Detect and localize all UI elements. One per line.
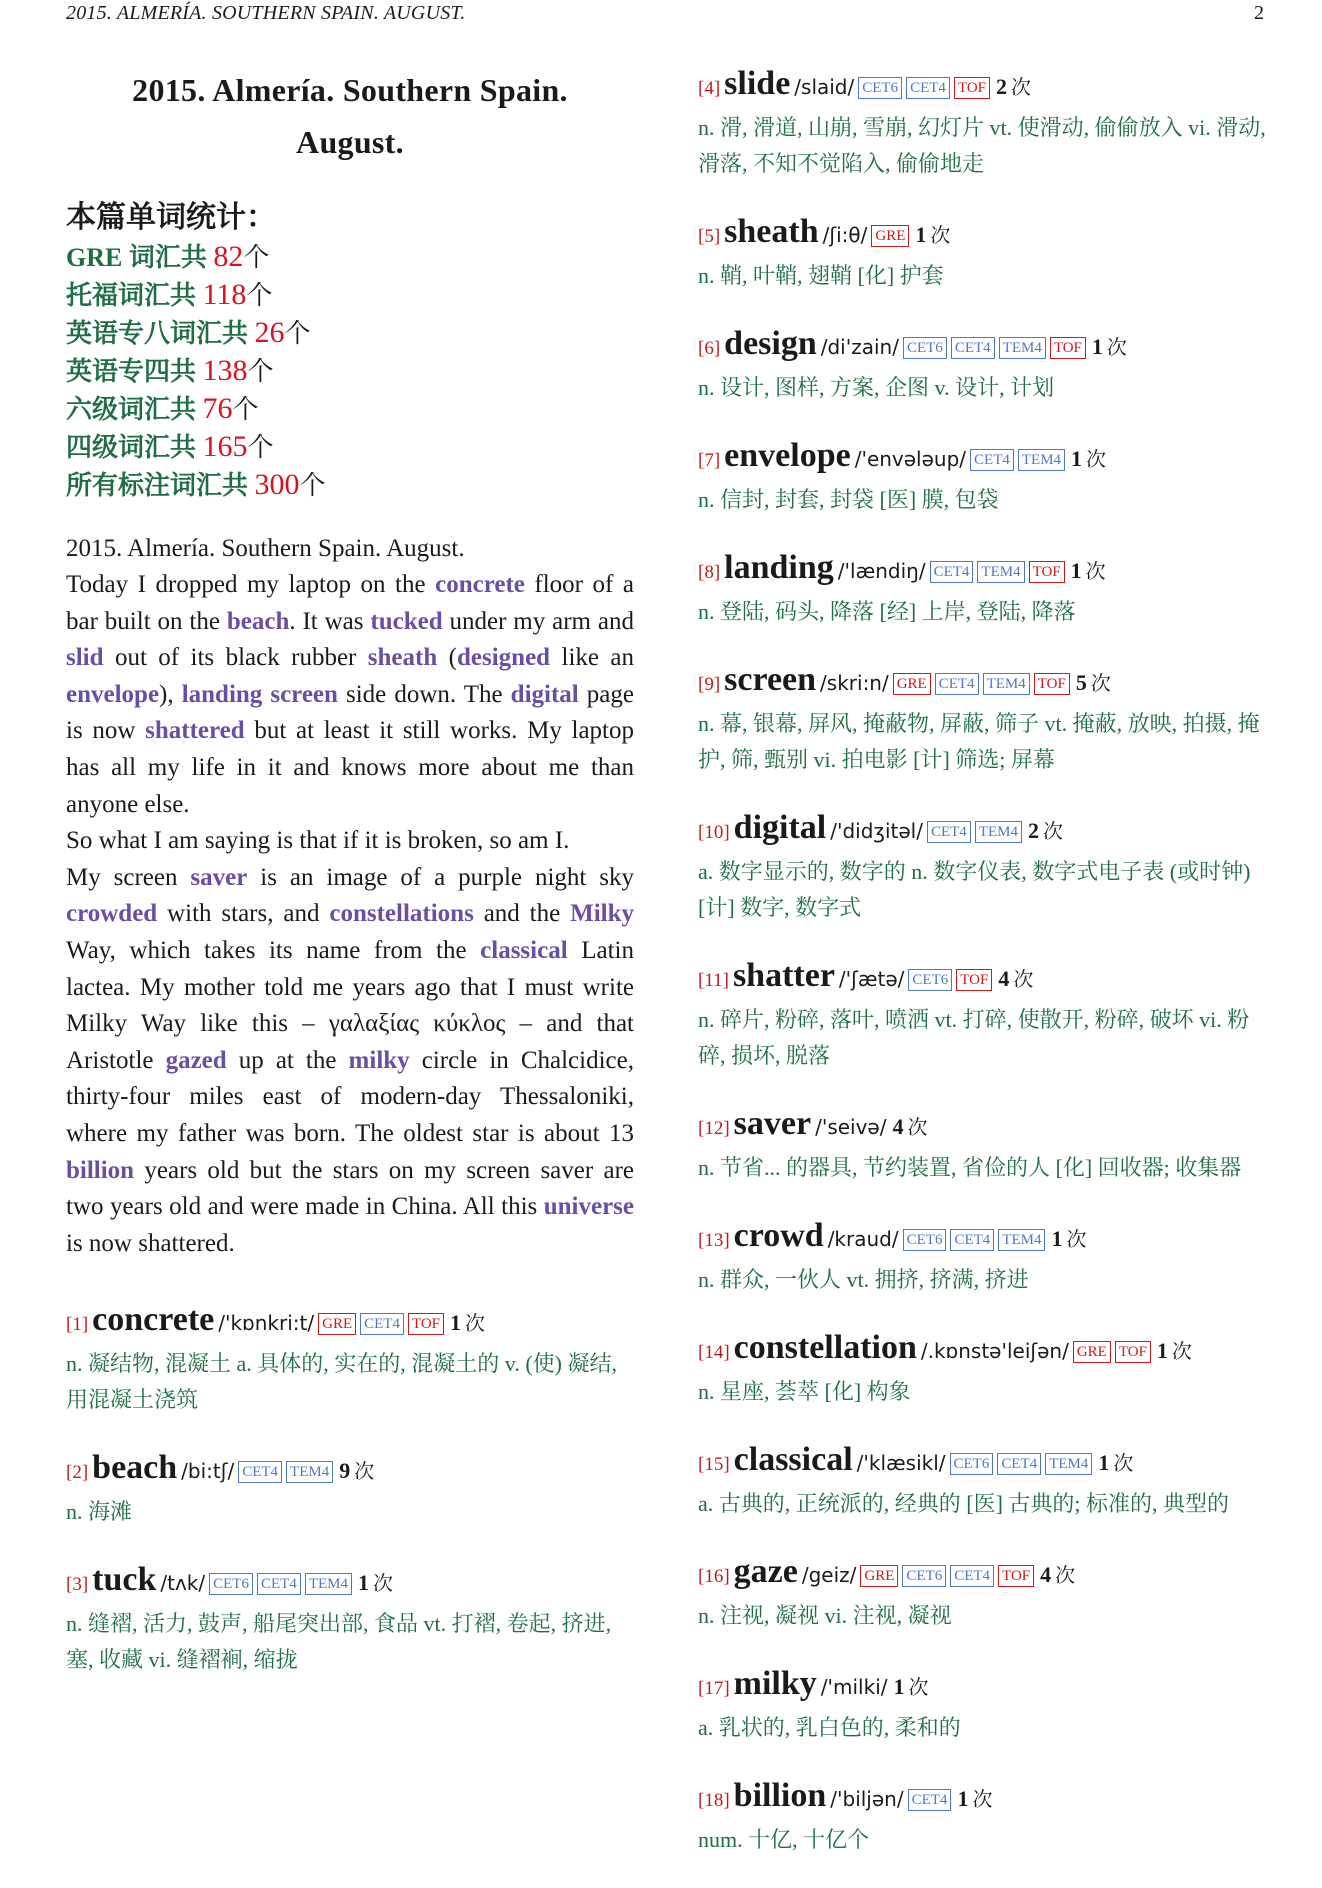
stat-count: 165	[202, 430, 248, 463]
exam-tag: TOF	[1029, 561, 1065, 583]
entry-count: 1	[957, 1786, 969, 1811]
exam-tag: CET6	[858, 77, 902, 99]
entry-phonetic: /di'zain/	[820, 335, 899, 359]
entry-index: [14]	[698, 1342, 730, 1363]
entry-word: slide	[724, 65, 791, 102]
entry-count-unit: 次	[1042, 821, 1063, 843]
stat-label: 四级词汇共	[66, 433, 203, 462]
left-column	[66, 64, 634, 1708]
stat-count: 82	[213, 240, 244, 273]
exam-tag: CET4	[238, 1461, 282, 1483]
exam-tag: TOF	[408, 1313, 444, 1335]
entry-phonetic: /ʃi:θ/	[822, 223, 868, 247]
vocab-entry	[66, 1560, 634, 1678]
vocab-entry-head	[698, 548, 1274, 594]
entry-index: [7]	[698, 450, 721, 471]
text-run: years old but the stars on my screen saver are two years old and were made in China. All this	[66, 1156, 634, 1221]
entry-count-unit: 次	[465, 1313, 486, 1336]
exam-tag: CET4	[935, 673, 979, 695]
text-run: and the	[473, 900, 571, 928]
entry-definition: num. 十亿, 十亿个	[698, 1827, 870, 1852]
entry-phonetic: /geiz/	[801, 1563, 857, 1587]
entry-definition: a. 数字显示的, 数字的 n. 数字仪表, 数字式电子表 (或时钟) [计] 数字, 数字式	[698, 859, 1251, 920]
entry-word: gaze	[733, 1553, 798, 1590]
stat-unit: 个	[247, 357, 274, 386]
entry-count: 1	[1098, 1450, 1110, 1475]
vocab-entry	[698, 660, 1274, 778]
entry-word: concrete	[92, 1301, 215, 1339]
stat-row	[66, 466, 634, 504]
vocab-entry-head	[698, 64, 1274, 110]
exam-tag: TOF	[998, 1565, 1034, 1587]
text-run: is now shattered.	[66, 1229, 235, 1257]
entry-index: [2]	[66, 1462, 89, 1484]
entry-count: 4	[998, 966, 1010, 991]
entry-phonetic: /slaid/	[794, 75, 855, 99]
vocab-entry-head	[66, 1300, 634, 1346]
entry-word: classical	[733, 1441, 853, 1478]
exam-tag: CET6	[908, 969, 952, 991]
article-title-line-1: 2015. Almería. Southern Spain.	[132, 72, 568, 108]
stat-unit: 个	[232, 395, 259, 424]
vocab-entry-head	[66, 1560, 634, 1606]
entry-count-unit: 次	[972, 1789, 993, 1811]
exam-tag: CET4	[930, 561, 974, 583]
highlighted-word: beach	[226, 607, 290, 635]
entry-definition: a. 古典的, 正统派的, 经典的 [医] 古典的; 标准的, 典型的	[698, 1491, 1230, 1516]
entry-index: [5]	[698, 226, 721, 247]
vocab-entry-head	[698, 1552, 1274, 1598]
entry-definition: n. 群众, 一伙人 vt. 拥挤, 挤满, 挤进	[698, 1267, 1029, 1292]
entry-index: [16]	[698, 1566, 730, 1587]
exam-tag: CET4	[927, 821, 971, 843]
highlighted-word: universe	[543, 1193, 634, 1221]
exam-tag: GRE	[871, 225, 909, 247]
entry-word: tuck	[92, 1561, 157, 1599]
highlighted-word: gazed	[165, 1046, 227, 1074]
entry-count-unit: 次	[1106, 337, 1127, 359]
highlighted-word: designed	[457, 644, 551, 672]
vocab-entry	[66, 1300, 634, 1418]
text-run: like an	[550, 644, 635, 672]
text-run: My screen	[66, 863, 191, 891]
exam-tag: TOF	[1050, 337, 1086, 359]
entry-count: 4	[892, 1114, 904, 1139]
highlighted-word: saver	[190, 863, 248, 891]
entry-definition: n. 信封, 封套, 封袋 [医] 膜, 包袋	[698, 487, 999, 512]
entry-index: [4]	[698, 78, 721, 99]
entry-phonetic: /kraud/	[827, 1227, 899, 1251]
entry-index: [18]	[698, 1790, 730, 1811]
text-run: side down. The	[337, 680, 511, 708]
entry-word: constellation	[733, 1329, 917, 1366]
text-run: with stars, and	[157, 900, 330, 928]
exam-tag: CET6	[209, 1573, 253, 1595]
text-run: out of its black rubber	[103, 644, 368, 672]
word-stats	[66, 198, 634, 504]
article-title	[66, 64, 634, 168]
vocab-entry-head	[698, 1776, 1274, 1822]
entry-count-unit: 次	[907, 1117, 928, 1139]
entry-index: [1]	[66, 1314, 89, 1336]
vocab-entry	[698, 324, 1274, 406]
exam-tag: CET6	[903, 1229, 947, 1251]
entry-phonetic: /'klæsikl/	[856, 1451, 946, 1475]
exam-tag: TEM4	[286, 1461, 333, 1483]
exam-tag: TEM4	[977, 561, 1024, 583]
exam-tag: TEM4	[999, 337, 1046, 359]
vocab-entry	[698, 212, 1274, 294]
highlighted-word: landing	[181, 680, 263, 708]
exam-tag: CET4	[970, 449, 1014, 471]
exam-tag: TEM4	[998, 1229, 1045, 1251]
entry-index: [15]	[698, 1454, 730, 1475]
exam-tag: CET6	[903, 337, 947, 359]
entry-index: [3]	[66, 1574, 89, 1596]
exam-tag: TEM4	[975, 821, 1022, 843]
entry-word: landing	[724, 549, 834, 586]
entry-definition: n. 鞘, 叶鞘, 翅鞘 [化] 护套	[698, 263, 944, 288]
exam-tag: GRE	[860, 1565, 898, 1587]
entry-count-unit: 次	[373, 1573, 393, 1596]
entry-definition: a. 乳状的, 乳白色的, 柔和的	[698, 1715, 961, 1740]
entry-phonetic: /'didʒitəl/	[830, 819, 923, 843]
vocab-entry-head	[698, 808, 1274, 854]
stat-label: 英语专八词汇共	[66, 319, 255, 348]
entry-count: 5	[1075, 670, 1087, 695]
stats-rows	[66, 238, 634, 504]
entry-definition: n. 节省... 的器具, 节约装置, 省俭的人 [化] 回收器; 收集器	[698, 1155, 1242, 1180]
vocab-entry	[698, 1440, 1274, 1522]
stat-count: 138	[202, 354, 248, 387]
exam-tag: TOF	[1034, 673, 1070, 695]
vocab-entry	[698, 1776, 1274, 1858]
highlighted-word: billion	[66, 1156, 135, 1184]
vocab-entry	[698, 436, 1274, 518]
exam-tag: GRE	[893, 673, 931, 695]
entry-count: 4	[1040, 1562, 1052, 1587]
exam-tag: CET4	[997, 1453, 1041, 1475]
entry-word: envelope	[724, 437, 851, 474]
entry-index: [10]	[698, 822, 730, 843]
text-run: Latin lactea. My mother told me years ago that I must write Milky Way like this – γαλαξίας κύκλος – and that Aristotle	[66, 936, 634, 1074]
vocab-entry	[66, 1448, 634, 1530]
vocab-entry-head	[698, 1440, 1274, 1486]
highlighted-word: digital	[510, 680, 579, 708]
text-run: up at the	[226, 1046, 349, 1074]
highlighted-word: milky	[348, 1046, 410, 1074]
stat-label: 托福词汇共	[66, 281, 203, 310]
entry-index: [9]	[698, 674, 721, 695]
entry-index: [12]	[698, 1118, 730, 1139]
vocab-entry	[698, 548, 1274, 630]
entry-count-unit: 次	[1113, 1453, 1134, 1475]
entry-definition: n. 设计, 图样, 方案, 企图 v. 设计, 计划	[698, 375, 1055, 400]
exam-tag: GRE	[318, 1313, 356, 1335]
entry-word: digital	[733, 809, 827, 846]
entry-index: [17]	[698, 1678, 730, 1699]
stat-label: 英语专四共	[66, 357, 203, 386]
entry-definition: n. 登陆, 码头, 降落 [经] 上岸, 登陆, 降落	[698, 599, 1076, 624]
text-run: (	[437, 644, 457, 672]
highlighted-word: screen	[270, 680, 338, 708]
entry-word: design	[724, 325, 817, 362]
vocab-entry	[698, 64, 1274, 182]
entry-word: saver	[733, 1105, 812, 1142]
stat-label: 所有标注词汇共	[66, 471, 255, 500]
entry-word: shatter	[732, 957, 835, 994]
stat-row	[66, 390, 634, 428]
entry-count: 1	[915, 222, 927, 247]
stat-unit: 个	[247, 433, 274, 462]
entry-count-unit: 次	[1011, 77, 1032, 99]
text-run: is an image of a purple night sky	[247, 863, 634, 891]
stat-unit: 个	[299, 471, 326, 500]
exam-tag: CET4	[950, 1229, 994, 1251]
highlighted-word: constellations	[329, 900, 474, 928]
entry-count-unit: 次	[1013, 969, 1034, 991]
entry-count-unit: 次	[1090, 673, 1111, 695]
vocab-entry-head	[698, 436, 1274, 482]
stat-row	[66, 352, 634, 390]
text-run: ),	[159, 680, 182, 708]
stat-row	[66, 428, 634, 466]
exam-tag: CET4	[951, 337, 995, 359]
stat-unit: 个	[284, 319, 311, 348]
exam-tag: CET6	[950, 1453, 994, 1475]
entry-count-unit: 次	[908, 1677, 929, 1699]
entry-count-unit: 次	[1086, 449, 1107, 471]
exam-tag: CET4	[906, 77, 950, 99]
stat-label: 六级词汇共	[66, 395, 203, 424]
vocab-entry-head	[698, 1104, 1274, 1150]
entry-definition: n. 滑, 滑道, 山崩, 雪崩, 幻灯片 vt. 使滑动, 偷偷放入 vi. 滑动, 滑落, 不知不觉陷入, 偷偷地走	[698, 115, 1266, 176]
vocab-entry	[698, 1328, 1274, 1410]
entry-word: crowd	[733, 1217, 824, 1254]
stat-row	[66, 276, 634, 314]
exam-tag: GRE	[1073, 1341, 1111, 1363]
entry-count: 2	[1027, 818, 1039, 843]
exam-tag: TOF	[956, 969, 992, 991]
paragraph-3	[66, 860, 634, 1263]
exam-tag: CET4	[257, 1573, 301, 1595]
entry-definition: n. 凝结物, 混凝土 a. 具体的, 实在的, 混凝土的 v. (使) 凝结, 用混凝土浇筑	[66, 1351, 617, 1413]
entry-definition: n. 幕, 银幕, 屏风, 掩蔽物, 屏蔽, 筛子 vt. 掩蔽, 放映, 拍摄, 掩护, 筛, 甄别 vi. 拍电影 [计] 筛选; 屏幕	[698, 711, 1260, 772]
page-number: 2	[1254, 2, 1264, 24]
text-run: . It was	[289, 607, 371, 635]
exam-tag: TEM4	[983, 673, 1030, 695]
exam-tag: TOF	[954, 77, 990, 99]
exam-tag: TEM4	[1045, 1453, 1092, 1475]
text-run: under my arm and	[442, 607, 634, 635]
entry-phonetic: /'envələup/	[854, 447, 967, 471]
entry-phonetic: /'ʃætə/	[838, 967, 905, 991]
entry-count-unit: 次	[1066, 1229, 1087, 1251]
highlighted-word: crowded	[66, 900, 158, 928]
entry-count: 1	[1051, 1226, 1063, 1251]
exam-tag: TOF	[1115, 1341, 1151, 1363]
vocab-entry-head	[698, 212, 1274, 258]
paragraph-2	[66, 823, 634, 860]
entry-count: 1	[1071, 446, 1083, 471]
entry-phonetic: /'lændiŋ/	[837, 559, 926, 583]
stat-count: 300	[254, 468, 300, 501]
vocab-entry-head	[698, 956, 1274, 1002]
article-title-line-2: August.	[296, 124, 404, 160]
entry-index: [6]	[698, 338, 721, 359]
stat-count: 76	[202, 392, 233, 425]
highlighted-word: tucked	[370, 607, 443, 635]
paragraph-1	[66, 567, 634, 823]
text-run: floor of a bar built on the	[66, 571, 635, 635]
vocab-entry	[698, 1664, 1274, 1746]
vocab-entry	[698, 956, 1274, 1074]
stat-count: 118	[202, 278, 247, 311]
entry-phonetic: /tʌk/	[160, 1571, 206, 1596]
entry-definition: n. 碎片, 粉碎, 落叶, 喷洒 vt. 打碎, 使散开, 粉碎, 破坏 vi. 粉碎, 损坏, 脱落	[698, 1007, 1250, 1068]
running-title: 2015. ALMERÍA. SOUTHERN SPAIN. AUGUST.	[66, 2, 466, 24]
entry-count-unit: 次	[1055, 1565, 1076, 1587]
entry-phonetic: /'kɒnkri:t/	[218, 1311, 315, 1336]
highlighted-word: slid	[66, 644, 104, 672]
text-run: page is now	[66, 680, 635, 745]
entry-count: 1	[1091, 334, 1103, 359]
entry-count-unit: 次	[354, 1461, 375, 1484]
entry-index: [13]	[698, 1230, 730, 1251]
entry-index: [8]	[698, 562, 721, 583]
text-run: but at least it still works. My laptop has all my life in it and knows more about me than anyone else.	[66, 717, 634, 818]
entry-count: 2	[996, 74, 1008, 99]
entry-count-unit: 次	[1085, 561, 1106, 583]
entry-phonetic: /'biljən/	[830, 1787, 904, 1811]
entry-phonetic: /'milki/	[820, 1675, 888, 1699]
entry-phonetic: /.kɒnstə'leiʃən/	[920, 1339, 1069, 1363]
highlighted-word: Milky	[570, 900, 635, 928]
vocab-entry	[698, 1104, 1274, 1186]
entry-count: 1	[1156, 1338, 1168, 1363]
entry-word: screen	[724, 661, 817, 698]
exam-tag: CET4	[908, 1789, 952, 1811]
text-title-line: 2015. Almería. Southern Spain. August.	[66, 535, 465, 562]
text-run: circle in Chalcidice, thirty-four miles east of modern-day Thessaloniki, where my father was born. The oldest star is about 13	[66, 1046, 634, 1147]
vocab-entry-head	[698, 660, 1274, 706]
exam-tag: TEM4	[1018, 449, 1065, 471]
vocab-entry-head	[698, 1216, 1274, 1262]
entry-definition: n. 缝褶, 活力, 鼓声, 船尾突出部, 食品 vt. 打褶, 卷起, 挤进, 塞, 收藏 vi. 缝褶裥, 缩拢	[66, 1611, 612, 1673]
highlighted-word: sheath	[367, 644, 438, 672]
entry-definition: n. 星座, 荟萃 [化] 构象	[698, 1379, 911, 1404]
vocab-entry-head	[66, 1448, 634, 1494]
entry-index: [11]	[698, 970, 729, 991]
exam-tag: CET4	[950, 1565, 994, 1587]
vocab-list-left	[66, 1300, 634, 1678]
article-text	[66, 530, 634, 1262]
entry-count: 1	[358, 1570, 369, 1596]
entry-count-unit: 次	[1171, 1341, 1192, 1363]
text-run: Way, which takes its name from the	[66, 936, 481, 964]
vocab-entry	[698, 1552, 1274, 1634]
stat-row	[66, 238, 634, 276]
entry-count: 1	[893, 1674, 905, 1699]
entry-count: 9	[339, 1458, 351, 1484]
entry-phonetic: /bi:tʃ/	[181, 1459, 235, 1484]
exam-tag: CET6	[902, 1565, 946, 1587]
stat-label: GRE 词汇共	[66, 243, 214, 272]
entry-phonetic: /skri:n/	[820, 671, 889, 695]
entry-definition: n. 海滩	[66, 1499, 133, 1525]
entry-count: 1	[450, 1310, 462, 1336]
entry-count-unit: 次	[930, 225, 951, 247]
vocab-entry	[698, 808, 1274, 926]
stat-count: 26	[254, 316, 285, 349]
text-run: Today I dropped my laptop on the	[66, 571, 436, 598]
vocab-entry-head	[698, 324, 1274, 370]
entry-word: beach	[92, 1449, 178, 1487]
stat-unit: 个	[246, 281, 273, 310]
stat-unit: 个	[243, 243, 270, 272]
vocab-entry-head	[698, 1664, 1274, 1710]
entry-definition: n. 注视, 凝视 vi. 注视, 凝视	[698, 1603, 952, 1628]
highlighted-word: envelope	[66, 680, 160, 708]
highlighted-word: classical	[480, 936, 568, 964]
highlighted-word: shattered	[145, 717, 245, 745]
exam-tag: CET4	[360, 1313, 404, 1335]
entry-count: 1	[1070, 558, 1082, 583]
stats-heading: 本篇单词统计：	[66, 201, 276, 234]
vocab-entry	[698, 1216, 1274, 1298]
stat-row	[66, 314, 634, 352]
entry-phonetic: /'seivə/	[815, 1115, 887, 1139]
vocab-entry-head	[698, 1328, 1274, 1374]
entry-word: milky	[733, 1665, 817, 1702]
vocab-list-right	[698, 64, 1274, 1888]
text-run: So what I am saying is that if it is broken, so am I.	[66, 827, 570, 855]
highlighted-word: concrete	[435, 571, 525, 598]
exam-tag: TEM4	[305, 1573, 352, 1595]
entry-word: sheath	[724, 213, 819, 250]
entry-word: billion	[733, 1777, 827, 1814]
